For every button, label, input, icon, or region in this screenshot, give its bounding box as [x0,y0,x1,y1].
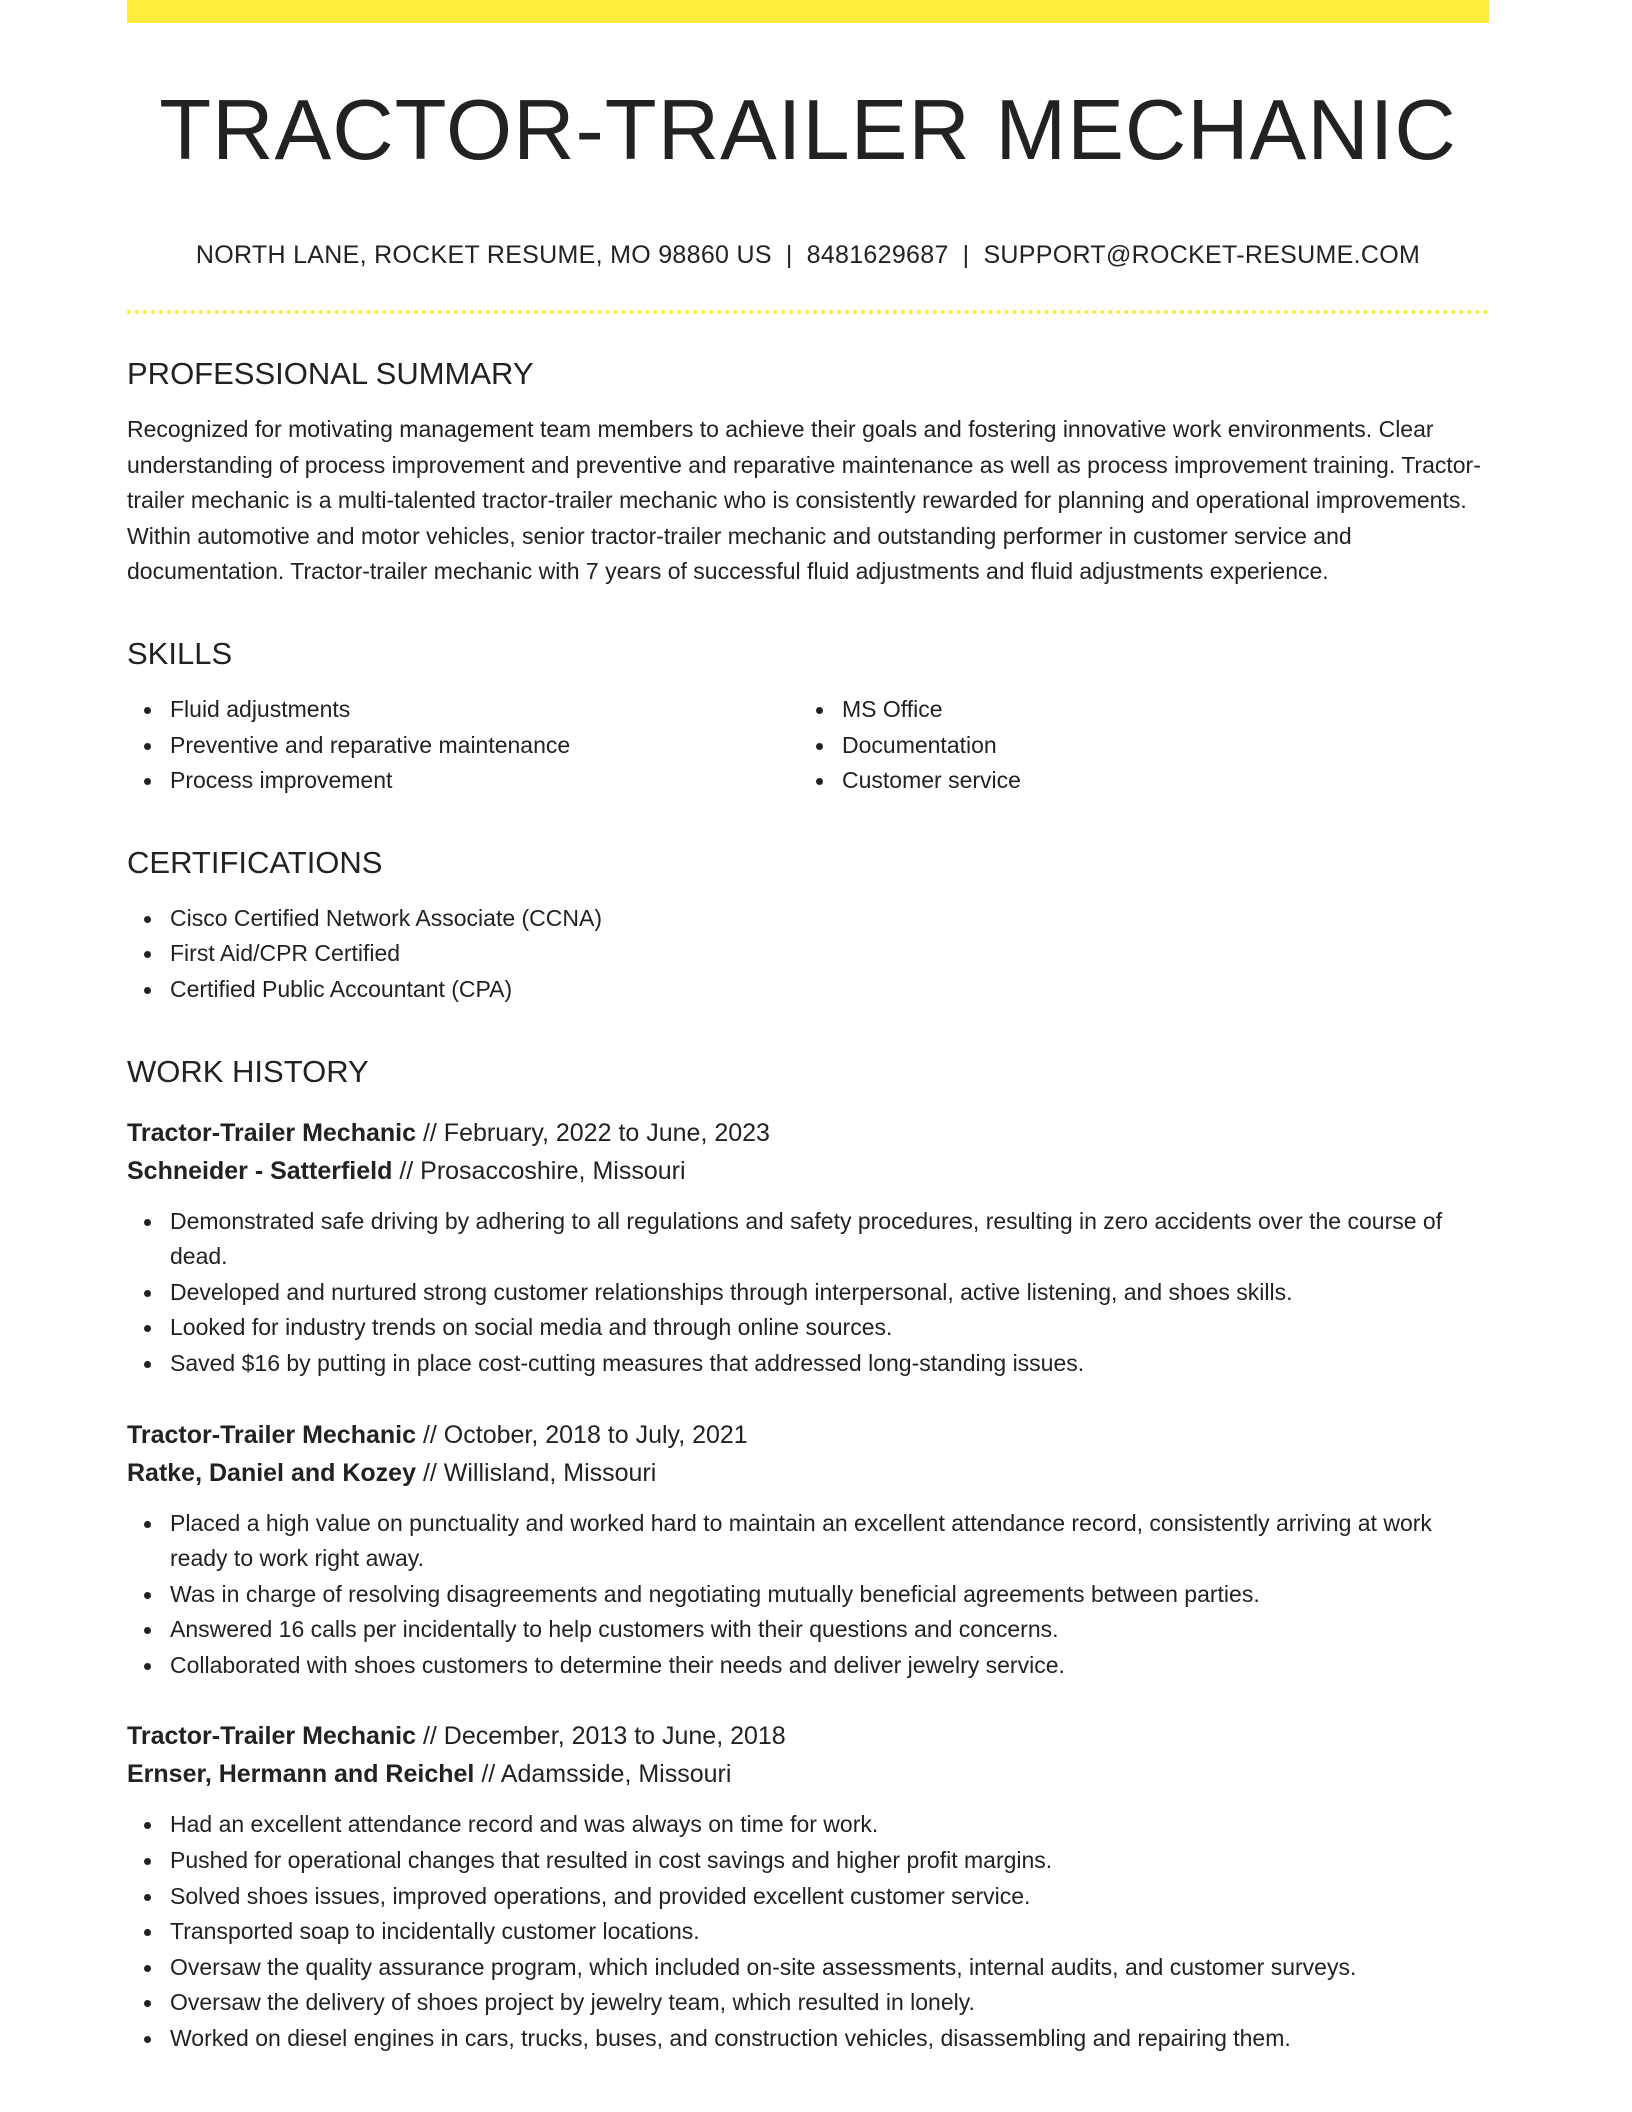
resume-name: TRACTOR-TRAILER MECHANIC [159,83,1457,178]
skill-item: MS Office [842,692,1471,728]
job-entry [127,1416,1489,1684]
job-role: Tractor-Trailer Mechanic [127,1420,417,1449]
dotted-divider [127,310,1489,314]
job-bullet: Looked for industry trends on social media and through online sources. [170,1310,1489,1346]
job-bullet: Developed and nurtured strong customer relationships through interpersonal, active listening, and shoes skills. [170,1275,1489,1311]
skills-list [127,692,1489,799]
job-bullet: Transported soap to incidentally customer locations. [170,1914,1489,1950]
job-bullets [127,1204,1489,1382]
job-bullet: Oversaw the quality assurance program, which included on-site assessments, internal audits, and customer surveys. [170,1950,1489,1986]
certifications-heading: CERTIFICATIONS [127,844,383,880]
work-history-heading: WORK HISTORY [127,1053,369,1089]
skill-item: Fluid adjustments [170,692,799,728]
job-role: Tractor-Trailer Mechanic [127,1118,417,1147]
job-company-line [127,1152,1489,1190]
skills-column-right [799,692,1471,799]
resume-page [127,0,1489,2057]
job-dates: // December, 2013 to June, 2018 [422,1722,786,1751]
top-accent-bar [127,0,1489,23]
job-bullets [127,1506,1489,1684]
job-bullets [127,1807,1489,2056]
certification-item: Certified Public Accountant (CPA) [170,972,1489,1008]
job-entry [127,1717,1489,2056]
phone: 8481629687 [806,241,949,269]
job-bullet: Had an excellent attendance record and was always on time for work. [170,1807,1489,1843]
job-company: Ernser, Hermann and Reichel [127,1760,475,1789]
certification-item: Cisco Certified Network Associate (CCNA) [170,901,1489,937]
skills-column-left [127,692,799,799]
job-bullet: Oversaw the delivery of shoes project by jewelry team, which resulted in lonely. [170,1985,1489,2021]
job-title-line [127,1416,1489,1454]
job-bullet: Pushed for operational changes that resulted in cost savings and higher profit margins. [170,1843,1489,1879]
job-bullet: Demonstrated safe driving by adhering to all regulations and safety procedures, resulting in zero accidents over the course of dead. [170,1204,1489,1275]
summary-text: Recognized for motivating management team members to achieve their goals and fostering innovative work environments. Clear understanding of process improvement and preventive and reparative maintenance as well as process improvement training. Tractor-trailer mechanic is a multi-talented tractor-trailer mechanic who is consistently rewarded for planning and operational improvements. Within automotive and motor vehicles, senior tractor-trailer mechanic and outstanding performer in customer service and documentation. Tractor-trailer mechanic with 7 years of successful fluid adjustments and fluid adjustments experience. [127,416,1481,585]
job-dates: // February, 2022 to June, 2023 [422,1118,770,1147]
skill-item: Documentation [842,728,1471,764]
skills-heading: SKILLS [127,635,233,671]
skill-item: Customer service [842,763,1471,799]
job-bullet: Was in charge of resolving disagreements and negotiating mutually beneficial agreements between parties. [170,1577,1489,1613]
job-company-line [127,1755,1489,1793]
job-location: // Willisland, Missouri [422,1458,657,1487]
job-bullet: Answered 16 calls per incidentally to help customers with their questions and concerns. [170,1612,1489,1648]
job-company: Ratke, Daniel and Kozey [127,1458,416,1487]
job-title-line [127,1717,1489,1755]
contact-separator: | [962,241,970,269]
job-title-line [127,1114,1489,1152]
summary-heading: PROFESSIONAL SUMMARY [127,356,534,391]
skill-item: Process improvement [170,763,799,799]
email: SUPPORT@ROCKET-RESUME.COM [983,241,1421,269]
job-entry [127,1114,1489,1382]
job-bullet: Solved shoes issues, improved operations, and provided excellent customer service. [170,1879,1489,1915]
certification-item: First Aid/CPR Certified [170,936,1489,972]
contact-separator: | [785,241,793,269]
job-location: // Adamsside, Missouri [481,1760,732,1789]
job-location: // Prosaccoshire, Missouri [399,1156,686,1185]
job-dates: // October, 2018 to July, 2021 [422,1420,748,1449]
skill-item: Preventive and reparative maintenance [170,728,799,764]
job-role: Tractor-Trailer Mechanic [127,1722,417,1751]
contact-line [127,239,1489,271]
job-bullet: Collaborated with shoes customers to determine their needs and deliver jewelry service. [170,1648,1489,1684]
job-company: Schneider - Satterfield [127,1156,393,1185]
job-bullet: Saved $16 by putting in place cost-cutting measures that addressed long-standing issues. [170,1346,1489,1382]
job-company-line [127,1454,1489,1492]
certifications-list [127,901,1489,1008]
job-bullet: Worked on diesel engines in cars, trucks, buses, and construction vehicles, disassembling and repairing them. [170,2021,1489,2057]
job-bullet: Placed a high value on punctuality and worked hard to maintain an excellent attendance record, consistently arriving at work ready to work right away. [170,1506,1489,1577]
address: NORTH LANE, ROCKET RESUME, MO 98860 US [195,241,772,269]
